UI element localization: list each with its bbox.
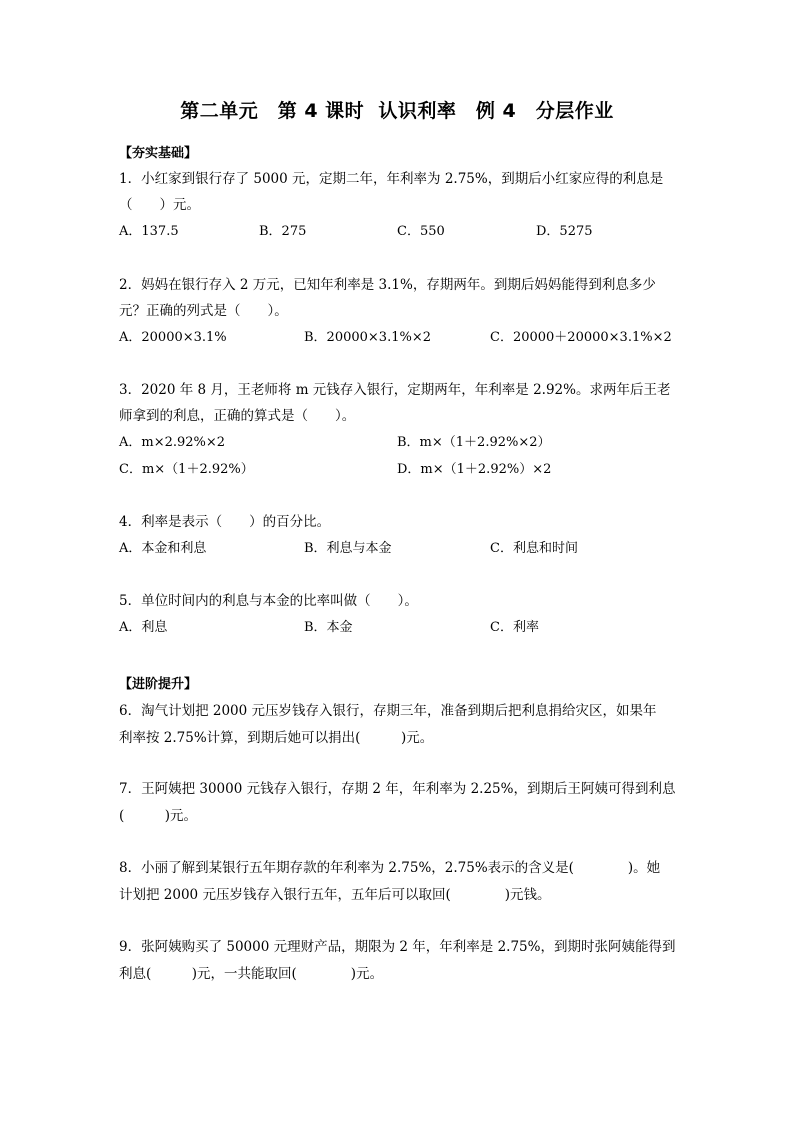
question-2-line-1: 2．妈妈在银行存入 2 万元，已知年利率是 3.1%，存期两年。到期后妈妈能得到利息多少	[119, 277, 656, 293]
question-6-line-1: 6．淘气计划把 2000 元压岁钱存入银行，存期三年，准备到期后把利息捐给灾区，如果年	[119, 703, 657, 719]
question-5-line-1: 5．单位时间内的利息与本金的比率叫做（ ）。	[119, 593, 418, 609]
question-3-option-d: D．m×（1＋2.92%）×2	[397, 462, 552, 477]
question-3-option-c: C．m×（1＋2.92%）	[119, 462, 254, 477]
question-8-line-1: 8．小丽了解到某银行五年期存款的年利率为 2.75%，2.75%表示的含义是( )。她	[119, 860, 661, 876]
question-2-option-b: B．20000×3.1%×2	[304, 330, 431, 345]
question-1-option-b: B．275	[259, 224, 307, 239]
question-3-option-a: A．m×2.92%×2	[119, 435, 226, 450]
question-3-option-b: B．m×（1＋2.92%×2）	[397, 435, 551, 450]
question-3-line-2: 师拿到的利息，正确的算式是（ ）。	[119, 408, 356, 424]
question-8-line-2: 计划把 2000 元压岁钱存入银行五年，五年后可以取回( )元钱。	[119, 887, 551, 903]
question-3-line-1: 3．2020 年 8 月，王老师将 m 元钱存入银行，定期两年，年利率是 2.92%。求两年后王老	[119, 382, 671, 398]
question-9-line-1: 9．张阿姨购买了 50000 元理财产品，期限为 2 年，年利率是 2.75%，到期时张阿姨能得到	[119, 939, 676, 955]
question-6-line-2: 利率按 2.75%计算，到期后她可以捐出( )元。	[119, 730, 434, 746]
question-1-line-2: （ ）元。	[119, 197, 200, 213]
question-5-option-a: A．利息	[119, 620, 168, 635]
question-2-option-c: C．20000＋20000×3.1%×2	[490, 330, 672, 345]
question-4-option-b: B．利息与本金	[304, 541, 392, 556]
question-4-line-1: 4．利率是表示（ ）的百分比。	[119, 514, 331, 530]
question-4-option-a: A．本金和利息	[119, 541, 207, 556]
question-7-line-1: 7．王阿姨把 30000 元钱存入银行，存期 2 年，年利率为 2.25%，到期后王阿姨可得到利息	[119, 781, 676, 797]
question-5-option-c: C．利率	[490, 620, 539, 635]
question-2-option-a: A．20000×3.1%	[119, 330, 227, 345]
question-5-option-b: B．本金	[304, 620, 353, 635]
question-1-option-d: D．5275	[536, 224, 593, 239]
section-basic-heading: 【夯实基础】	[119, 146, 198, 161]
question-2-line-2: 元？正确的列式是（ ）。	[119, 303, 288, 319]
question-9-line-2: 利息( )元，一共能取回( )元。	[119, 966, 384, 982]
section-advanced-heading: 【进阶提升】	[119, 677, 198, 692]
question-1-option-c: C．550	[397, 224, 445, 239]
question-1-option-a: A．137.5	[119, 224, 179, 239]
question-1-line-1: 1．小红家到银行存了 5000 元，定期二年，年利率为 2.75%，到期后小红家应得的利息是	[119, 171, 664, 187]
page-title: 第二单元 第 4 课时 认识利率 例 4 分层作业	[180, 100, 614, 122]
question-4-option-c: C．利息和时间	[490, 541, 578, 556]
question-7-line-2: ( )元。	[119, 808, 198, 824]
